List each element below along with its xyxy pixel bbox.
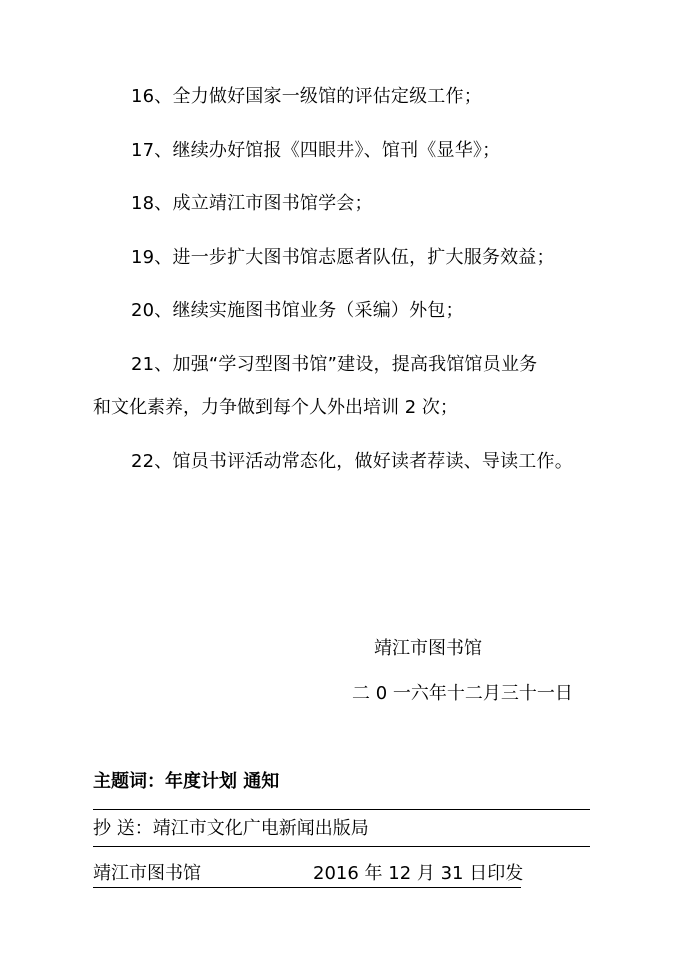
- list-item-18: 18、成立靖江市图书馆学会；: [131, 193, 373, 214]
- print-footer: [93, 862, 524, 888]
- cc-line: 抄 送：靖江市文化广电新闻出版局: [93, 818, 369, 839]
- list-item-21-continuation: 和文化素养，力争做到每个人外出培训 2 次；: [93, 397, 458, 418]
- subject-keywords: 主题词：年度计划 通知: [93, 771, 280, 792]
- footer-print-date: 2016 年 12 月 31 日印发: [313, 863, 524, 884]
- list-item-21: 21、加强“学习型图书馆”建设，提高我馆馆员业务: [131, 354, 538, 375]
- list-item-16: 16、全力做好国家一级馆的评估定级工作；: [131, 86, 482, 107]
- list-item-19: 19、进一步扩大图书馆志愿者队伍，扩大服务效益；: [131, 247, 555, 268]
- footer-issuer: 靖江市图书馆: [93, 863, 201, 884]
- list-item-17: 17、继续办好馆报《四眼井》、馆刊《显华》；: [131, 140, 501, 161]
- list-item-20: 20、继续实施图书馆业务（采编）外包；: [131, 300, 464, 321]
- signature-date: 二 0 一六年十二月三十一日: [352, 683, 573, 704]
- list-item-22: 22、馆员书评活动常态化，做好读者荐读、导读工作。: [131, 451, 573, 472]
- divider-middle: [93, 846, 590, 847]
- divider-top: [93, 809, 590, 810]
- signature-organization: 靖江市图书馆: [374, 638, 482, 659]
